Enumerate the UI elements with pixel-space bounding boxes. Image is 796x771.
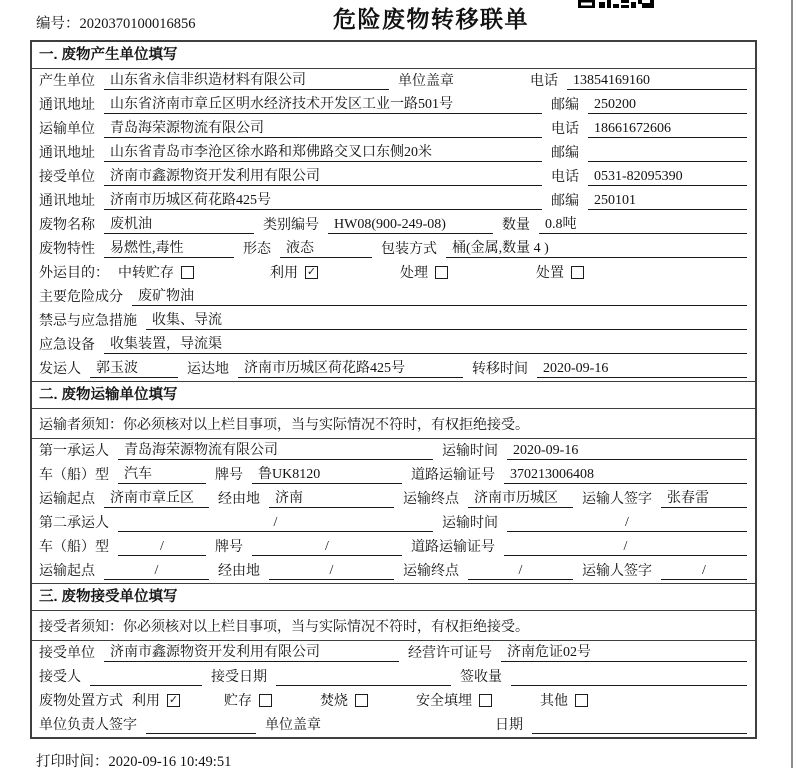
field-value[interactable]: 250101	[588, 193, 747, 210]
field-value[interactable]: 山东省永信非织造材料有限公司	[104, 69, 389, 90]
checkbox-unchecked-icon[interactable]	[575, 694, 588, 707]
field-value[interactable]: 液态	[280, 237, 372, 258]
field-label: 经由地	[218, 564, 260, 579]
field-label: 接受单位	[39, 646, 95, 661]
field-value[interactable]: 0.8吨	[539, 213, 747, 234]
field-label: 经由地	[218, 492, 260, 507]
field-value[interactable]	[146, 717, 256, 734]
field-value[interactable]: /	[504, 539, 747, 556]
field-value[interactable]	[588, 145, 747, 162]
form-row	[32, 213, 755, 237]
field-label: 第一承运人	[39, 444, 109, 459]
field-value[interactable]	[90, 669, 202, 686]
form-row	[32, 237, 755, 261]
field-value[interactable]: 济南危证02号	[501, 641, 747, 662]
field-label: 通讯地址	[39, 146, 95, 161]
checkbox-option[interactable]	[400, 262, 448, 282]
field-label: 牌号	[215, 468, 243, 483]
field-value[interactable]: /	[468, 563, 573, 580]
field-label: 邮编	[551, 98, 579, 113]
field-label: 数量	[502, 218, 530, 233]
field-value[interactable]: 易燃性,毒性	[104, 237, 234, 258]
field-label: 类别编号	[263, 218, 319, 233]
checkbox-label: 处置	[536, 266, 564, 281]
field-label: 车（船）型	[39, 540, 109, 555]
serial-number	[36, 12, 196, 33]
field-value[interactable]: 废机油	[104, 213, 254, 234]
field-value[interactable]: /	[252, 539, 402, 556]
checkbox-option[interactable]	[132, 690, 180, 710]
field-label: 接受日期	[211, 670, 267, 685]
field-label: 第二承运人	[39, 516, 109, 531]
field-label: 转移时间	[472, 362, 528, 377]
field-value[interactable]: 桶(金属,数量 4 )	[446, 237, 747, 258]
checkbox-option[interactable]	[540, 690, 588, 710]
form-row	[32, 333, 755, 357]
field-value[interactable]: 济南市鑫源物资开发利用有限公司	[104, 641, 399, 662]
print-time: 打印时间：2020-09-16 10:49:51	[36, 754, 232, 770]
checkbox-label: 贮存	[224, 694, 252, 709]
field-value[interactable]: 张春雷	[661, 487, 747, 508]
form-row	[32, 439, 755, 463]
document-header	[0, 0, 796, 40]
field-label: 废物特性	[39, 242, 95, 257]
field-value[interactable]: 收集装置，导流渠	[104, 333, 747, 354]
field-value[interactable]: 青岛海荣源物流有限公司	[104, 117, 542, 138]
form-section-2	[32, 381, 755, 583]
field-label: 废物处置方式	[39, 694, 123, 709]
field-value[interactable]: 济南市历城区荷花路425号	[238, 357, 463, 378]
field-label: 运输终点	[403, 564, 459, 579]
field-label: 外运目的：	[39, 266, 109, 281]
field-label: 运输终点	[403, 492, 459, 507]
checkbox-label: 安全填埋	[416, 694, 472, 709]
form-row	[32, 463, 755, 487]
field-label: 牌号	[215, 540, 243, 555]
checkbox-option[interactable]	[320, 690, 368, 710]
field-value[interactable]: 0531-82095390	[588, 169, 747, 186]
field-label: 发运人	[39, 362, 81, 377]
form-row	[32, 165, 755, 189]
field-value[interactable]: 郭玉波	[90, 357, 178, 378]
section-notice: 接受者须知：你必须核对以上栏目事项，当与实际情况不符时，有权拒绝接受。	[32, 611, 755, 641]
form-row	[32, 487, 755, 511]
field-value[interactable]: 济南	[269, 487, 394, 508]
field-label: 运输人签字	[582, 564, 652, 579]
field-label: 产生单位	[39, 74, 95, 89]
field-value[interactable]	[511, 669, 747, 686]
field-value[interactable]: 济南市历城区	[468, 487, 573, 508]
static-text: 单位盖章	[398, 74, 454, 89]
checkbox-label: 利用	[270, 266, 298, 281]
field-value[interactable]: 13854169160	[567, 73, 747, 90]
field-value[interactable]: 汽车	[118, 463, 206, 484]
field-value[interactable]: 济南市章丘区	[104, 487, 209, 508]
form-row	[32, 641, 755, 665]
field-value[interactable]: 青岛海荣源物流有限公司	[118, 439, 433, 460]
field-value[interactable]: 250200	[588, 97, 747, 114]
field-value[interactable]: 山东省青岛市李沧区徐水路和郑佛路交叉口东侧20米	[104, 141, 542, 162]
field-label: 邮编	[551, 146, 579, 161]
form-row	[32, 689, 755, 713]
form-row	[32, 69, 755, 93]
field-label: 接受单位	[39, 170, 95, 185]
checkbox-unchecked-icon[interactable]	[435, 266, 448, 279]
checkbox-label: 其他	[540, 694, 568, 709]
form-row	[32, 117, 755, 141]
field-label: 通讯地址	[39, 98, 95, 113]
serial-value: 2020370100016856	[79, 16, 196, 32]
section-header: 二. 废物运输单位填写	[32, 381, 755, 409]
field-value[interactable]: 18661672606	[588, 121, 747, 138]
checkbox-option[interactable]	[536, 262, 584, 282]
form-row	[32, 93, 755, 117]
checkbox-unchecked-icon[interactable]	[259, 694, 272, 707]
transfer-form-table	[30, 40, 757, 739]
field-label: 接受人	[39, 670, 81, 685]
field-value[interactable]: 2020-09-16	[537, 361, 747, 378]
checkbox-option[interactable]	[416, 690, 492, 710]
field-value[interactable]: 山东省济南市章丘区明水经济技术开发区工业一路501号	[104, 93, 542, 114]
checkbox-label: 焚烧	[320, 694, 348, 709]
field-label: 单位负责人签字	[39, 718, 137, 733]
field-label: 通讯地址	[39, 194, 95, 209]
field-label: 电话	[551, 122, 579, 137]
form-row	[32, 559, 755, 583]
field-label: 运输起点	[39, 492, 95, 507]
form-row	[32, 285, 755, 309]
checkbox-unchecked-icon[interactable]	[479, 694, 492, 707]
checkbox-unchecked-icon[interactable]	[355, 694, 368, 707]
section-header: 一. 废物产生单位填写	[32, 42, 755, 69]
field-label: 运达地	[187, 362, 229, 377]
field-value[interactable]: 2020-09-16	[507, 443, 747, 460]
field-value[interactable]: /	[104, 563, 209, 580]
checkbox-option[interactable]	[118, 262, 194, 282]
field-value[interactable]: /	[118, 515, 433, 532]
scan-edge-line	[791, 0, 793, 768]
form-row	[32, 141, 755, 165]
form-row	[32, 357, 755, 381]
qr-code-fragment	[578, 0, 654, 9]
field-value[interactable]: 济南市鑫源物资开发利用有限公司	[104, 165, 542, 186]
form-section-3	[32, 583, 755, 737]
field-label: 经营许可证号	[408, 646, 492, 661]
field-value[interactable]: 370213006408	[504, 467, 747, 484]
form-row	[32, 713, 755, 737]
checkbox-checked-icon[interactable]: ✓	[168, 692, 179, 706]
field-value[interactable]: 收集、导流	[146, 309, 747, 330]
field-label: 禁忌与应急措施	[39, 314, 137, 329]
field-label: 日期	[495, 718, 523, 733]
page-title: 危险废物转移联单	[333, 6, 529, 32]
serial-label: 编号：	[36, 16, 80, 32]
form-row	[32, 511, 755, 535]
field-value[interactable]	[276, 669, 451, 686]
field-label: 运输单位	[39, 122, 95, 137]
field-label: 运输时间	[442, 444, 498, 459]
field-label: 道路运输证号	[411, 540, 495, 555]
form-section-1	[32, 42, 755, 381]
field-label: 废物名称	[39, 218, 95, 233]
form-row	[32, 309, 755, 333]
checkbox-label: 中转贮存	[118, 266, 174, 281]
field-value[interactable]: HW08(900-249-08)	[328, 217, 493, 234]
field-label: 签收量	[460, 670, 502, 685]
field-label: 电话	[530, 74, 558, 89]
field-value[interactable]	[532, 717, 747, 734]
form-row	[32, 665, 755, 689]
form-row	[32, 261, 755, 285]
form-row	[32, 189, 755, 213]
field-value[interactable]: 废矿物油	[132, 285, 747, 306]
field-label: 运输时间	[442, 516, 498, 531]
field-value[interactable]: 济南市历城区荷花路425号	[104, 189, 542, 210]
section-notice: 运输者须知：你必须核对以上栏目事项，当与实际情况不符时，有权拒绝接受。	[32, 409, 755, 439]
field-label: 包装方式	[381, 242, 437, 257]
checkbox-checked-icon[interactable]: ✓	[306, 264, 317, 278]
field-value[interactable]: /	[507, 515, 747, 532]
field-label: 形态	[243, 242, 271, 257]
checkbox-label: 处理	[400, 266, 428, 281]
checkbox-label: 利用	[132, 694, 160, 709]
checkbox-option[interactable]	[224, 690, 272, 710]
checkbox-unchecked-icon[interactable]	[571, 266, 584, 279]
section-header: 三. 废物接受单位填写	[32, 583, 755, 611]
field-label: 运输起点	[39, 564, 95, 579]
form-row	[32, 535, 755, 559]
field-value[interactable]: /	[269, 563, 394, 580]
field-label: 道路运输证号	[411, 468, 495, 483]
field-label: 应急设备	[39, 338, 95, 353]
field-value[interactable]: 鲁UK8120	[252, 463, 402, 484]
static-text: 单位盖章	[265, 718, 321, 733]
field-label: 电话	[551, 170, 579, 185]
checkbox-option[interactable]	[270, 262, 318, 282]
field-label: 车（船）型	[39, 468, 109, 483]
field-value[interactable]: /	[118, 539, 206, 556]
field-label: 运输人签字	[582, 492, 652, 507]
field-label: 主要危险成分	[39, 290, 123, 305]
field-value[interactable]: /	[661, 563, 747, 580]
field-label: 邮编	[551, 194, 579, 209]
checkbox-unchecked-icon[interactable]	[181, 266, 194, 279]
